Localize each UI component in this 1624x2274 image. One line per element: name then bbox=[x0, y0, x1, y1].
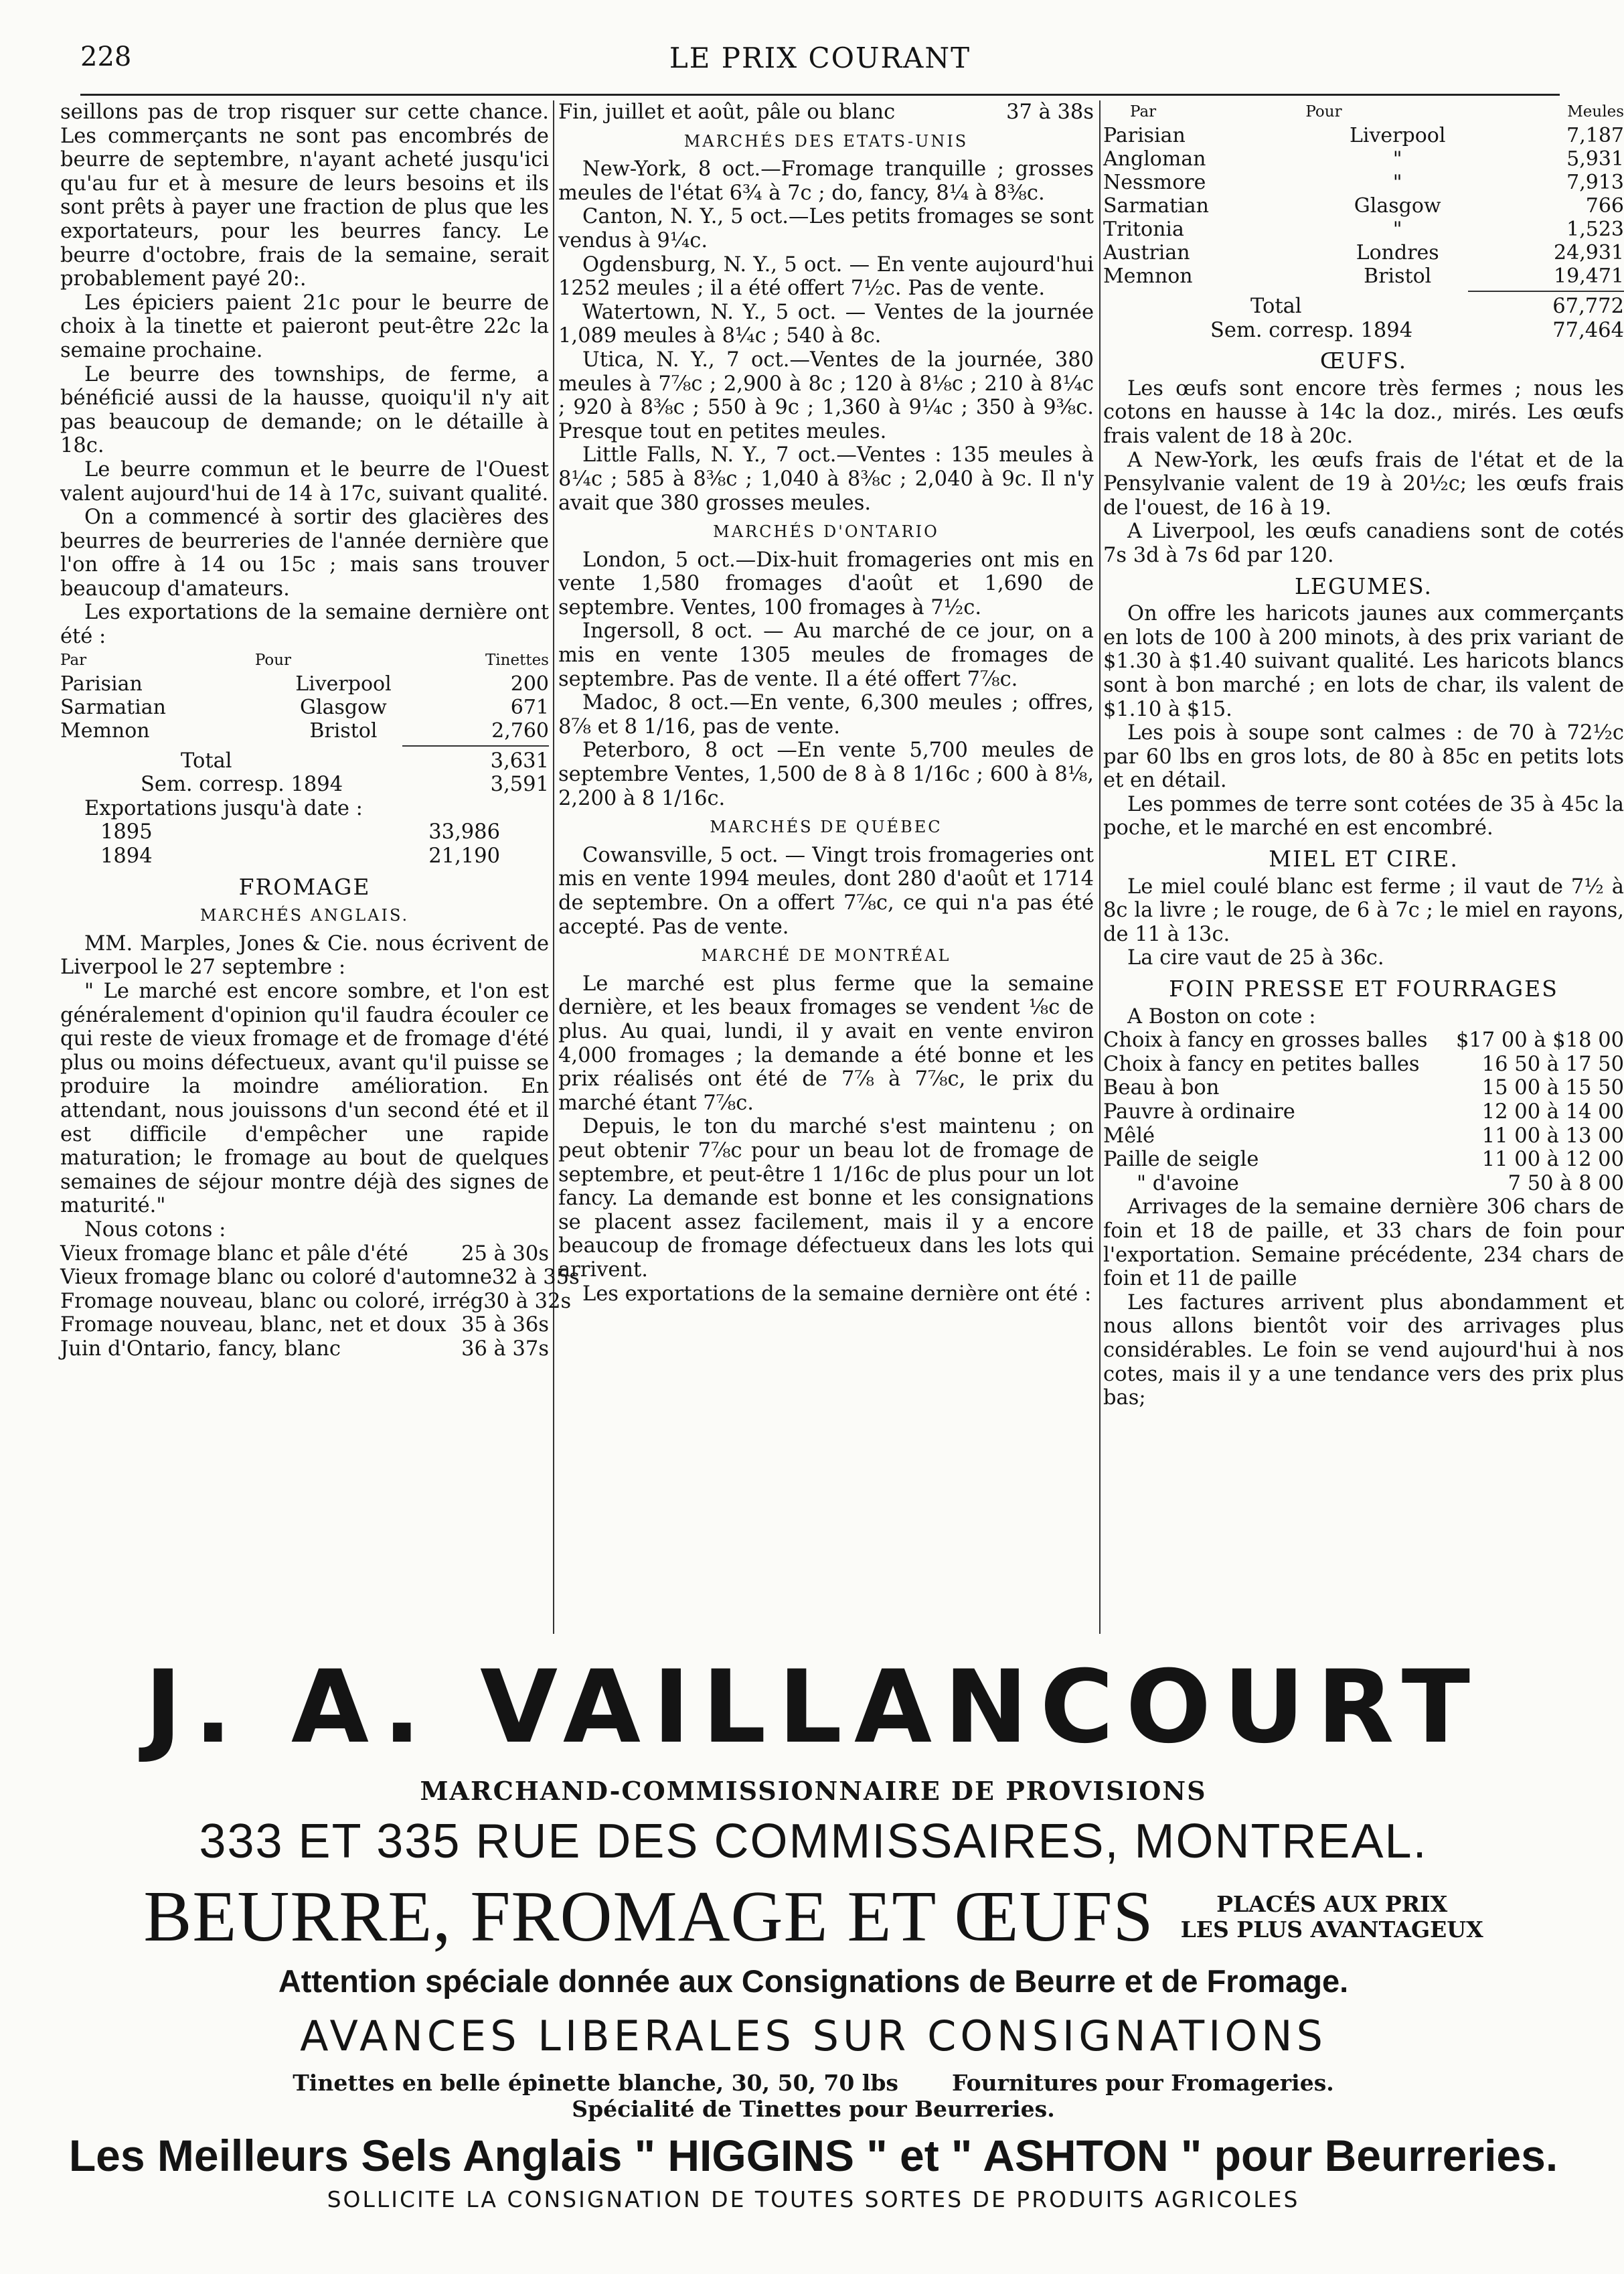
column-2 bbox=[558, 100, 1094, 1634]
prix-note bbox=[1181, 1892, 1483, 1943]
paragraph: Canton, N. Y., 5 oct.—Les petits fromages se sont vendus à 9¼c. bbox=[558, 205, 1094, 252]
price-value: 25 à 30s bbox=[461, 1241, 549, 1266]
column-header: Tinettes bbox=[485, 651, 549, 669]
subsection-heading: MARCHÉS ANGLAIS. bbox=[199, 906, 410, 925]
corresp-label: Sem. corresp. 1894 bbox=[1210, 318, 1413, 342]
fournitures-line: Fournitures pour Fromageries. bbox=[951, 2070, 1334, 2096]
price-label: Fin, juillet et août, pâle ou blanc bbox=[558, 100, 896, 124]
corresp-line bbox=[60, 773, 549, 797]
price-value: 35 à 36s bbox=[461, 1313, 549, 1337]
specialite-line: Spécialité de Tinettes pour Beurreries. bbox=[572, 2096, 1055, 2122]
paragraph: MM. Marples, Jones & Cie. nous écrivent de Liverpool le 27 septembre : bbox=[60, 931, 549, 980]
quote-paragraph: " Le marché est encore sombre, et l'on est généralement d'opinion qu'il faudra écouler ce qui reste de vieux fromage et de fromage d'été plus ou moins défectueux, avant qu'il puisse se produire la moindre amélioration. En attendant, nous jouissons d'un second été et il est difficile d'empêcher une rapide maturation; le fromage au bout de quelques semaines de séjour montre déjà des signes de maturité." bbox=[60, 980, 549, 1218]
price-row bbox=[60, 1337, 549, 1361]
paragraph: Ingersoll, 8 oct. — Au marché de ce jour, on a mis en vente 1305 meules de fromages de septembre. Pas de vente. Il a été offert 7⅞c. bbox=[558, 619, 1094, 691]
price-row bbox=[1103, 1172, 1624, 1196]
price-label: Juin d'Ontario, fancy, blanc bbox=[60, 1337, 341, 1361]
table-rule bbox=[1468, 291, 1624, 292]
tinettes-line: Tinettes en belle épinette blanche, 30, 50, 70 lbs bbox=[293, 2070, 898, 2096]
paragraph: Le beurre des townships, de ferme, a bénéficié aussi de la hausse, quoiqu'il n'y ait pas beaucoup de demande; on le détaille à 18c. bbox=[60, 362, 549, 458]
tinettes-row bbox=[60, 2070, 1566, 2096]
price-row bbox=[1103, 1076, 1624, 1100]
destination: Glasgow bbox=[1354, 194, 1441, 218]
year-row bbox=[60, 844, 500, 868]
price-value: 16 50 à 17 50 bbox=[1481, 1052, 1624, 1076]
destination: Bristol bbox=[309, 718, 378, 743]
advertiser-address: 333 ET 335 RUE DES COMMISSAIRES, MONTREAL. bbox=[199, 1815, 1428, 1868]
quantity: 7,913 bbox=[1566, 171, 1624, 194]
corresp-value: 77,464 bbox=[1552, 318, 1624, 342]
destination: " bbox=[1392, 147, 1402, 171]
subsection-heading: MARCHÉS DES ETATS-UNIS bbox=[683, 131, 969, 151]
paragraph: Cowansville, 5 oct. — Vingt trois fromageries ont mis en vente 1994 meules, dont 280 d'août et 1714 de septembre. On a offert 7⅞c, ce qui n'a pas été accepté. Pas de vente. bbox=[558, 843, 1094, 939]
total-line bbox=[1103, 295, 1624, 319]
section-heading: ŒUFS. bbox=[1319, 348, 1408, 374]
price-label: Choix à fancy en grosses balles bbox=[1103, 1029, 1428, 1053]
ship-name: Memnon bbox=[60, 718, 150, 743]
ship-name: Memnon bbox=[1103, 264, 1193, 288]
quantity: 1,523 bbox=[1566, 218, 1624, 241]
products-heading: BEURRE, FROMAGE ET ŒUFS bbox=[143, 1877, 1154, 1957]
destination: " bbox=[1392, 171, 1402, 194]
price-label: Mêlé bbox=[1103, 1124, 1155, 1148]
total-label: Total bbox=[1250, 295, 1302, 318]
price-row bbox=[1103, 1100, 1624, 1124]
price-value: 11 00 à 12 00 bbox=[1481, 1148, 1624, 1172]
price-value: $17 00 à $18 00 bbox=[1455, 1029, 1624, 1053]
paragraph: A Liverpool, les œufs canadiens sont de cotés 7s 3d à 7s 6d par 120. bbox=[1103, 520, 1624, 567]
price-row bbox=[60, 1289, 572, 1314]
ship-name: Sarmatian bbox=[1103, 194, 1209, 218]
destination: Bristol bbox=[1364, 264, 1432, 288]
paragraph: Utica, N. Y., 7 oct.—Ventes de la journée, 380 meules à 7⅞c ; 2,900 à 8c ; 120 à 8⅛c ; 210 à 8¼c ; 920 à 8⅜c ; 550 à 9c ; 1,360 à 9¼c ; 350 à 9⅜c. Presque tout en petites meules. bbox=[558, 348, 1094, 443]
paragraph: La cire vaut de 25 à 36c. bbox=[1127, 946, 1384, 970]
year-label: 1895 bbox=[100, 820, 153, 844]
year-value: 33,986 bbox=[428, 820, 500, 844]
column-divider bbox=[1099, 100, 1101, 1634]
quantity: 7,187 bbox=[1566, 124, 1624, 147]
price-label: Paille de seigle bbox=[1103, 1148, 1259, 1172]
sollicite-line: SOLLICITE LA CONSIGNATION DE TOUTES SORTES DE PRODUITS AGRICOLES bbox=[327, 2186, 1300, 2212]
avances-line: AVANCES LIBERALES SUR CONSIGNATIONS bbox=[300, 2012, 1327, 2060]
paragraph: On offre les haricots jaunes aux commerçants en lots de 100 à 200 minots, à des prix variant de $1.30 à $1.40 suivant qualité. Les haricots blancs sont à bon marché ; en lots de char, ils valent de $1.10 à $15. bbox=[1103, 602, 1624, 721]
paragraph: Le miel coulé blanc est ferme ; il vaut de 7½ à 8c la livre ; le rouge, de 6 à 7c ; le miel en rayons, de 11 à 13c. bbox=[1103, 875, 1624, 946]
price-row bbox=[60, 1242, 549, 1266]
section-heading: FOIN PRESSE ET FOURRAGES bbox=[1169, 976, 1558, 1002]
table-row bbox=[1103, 147, 1624, 171]
price-label: Vieux fromage blanc ou coloré d'automne bbox=[60, 1266, 492, 1290]
column-header: Pour bbox=[254, 651, 292, 669]
attention-line: Attention spéciale donnée aux Consignations de Beurre et de Fromage. bbox=[278, 1963, 1349, 1999]
table-rule bbox=[402, 745, 549, 747]
paragraph: Les épiciers paient 21c pour le beurre de choix à la tinette et paieront peut-être 22c la semaine prochaine. bbox=[60, 291, 549, 362]
text-columns bbox=[60, 100, 1624, 1634]
price-row bbox=[1103, 1029, 1624, 1053]
price-value: 36 à 37s bbox=[461, 1337, 549, 1361]
price-value: 30 à 32s bbox=[483, 1289, 572, 1313]
quantity: 24,931 bbox=[1554, 241, 1624, 264]
ship-name: Nessmore bbox=[1103, 171, 1206, 194]
price-row bbox=[60, 1313, 549, 1337]
advertisement bbox=[60, 1649, 1566, 2257]
table-header-row bbox=[60, 649, 549, 672]
total-value: 67,772 bbox=[1552, 295, 1624, 318]
quantity: 671 bbox=[510, 695, 549, 719]
price-row bbox=[60, 1266, 580, 1290]
paragraph: A Boston on cote : bbox=[1127, 1004, 1316, 1029]
ship-name: Sarmatian bbox=[60, 695, 166, 719]
destination: " bbox=[1392, 218, 1402, 241]
running-title: LE PRIX COURANT bbox=[669, 42, 971, 74]
quantity: 200 bbox=[510, 672, 549, 696]
header-rule bbox=[80, 94, 1560, 96]
paragraph: A New-York, les œufs frais de l'état et de la Pensylvanie valent de 19 à 20½c; les œufs frais de l'ouest, de 16 à 19. bbox=[1103, 448, 1624, 520]
column-header: Par bbox=[1130, 103, 1157, 121]
subsection-heading: MARCHÉS DE QUÉBEC bbox=[710, 818, 943, 837]
cheese-exports-table bbox=[1103, 100, 1624, 288]
section-heading: FROMAGE bbox=[238, 873, 371, 900]
total-value: 3,631 bbox=[490, 749, 549, 773]
price-value: 15 00 à 15 50 bbox=[1481, 1076, 1624, 1100]
price-row bbox=[1103, 1124, 1624, 1148]
price-value: 11 00 à 13 00 bbox=[1481, 1124, 1624, 1148]
ship-name: Tritonia bbox=[1103, 218, 1184, 241]
corresp-line bbox=[1103, 319, 1624, 343]
quantity: 2,760 bbox=[491, 718, 549, 743]
paragraph: Peterboro, 8 oct —En vente 5,700 meules de septembre Ventes, 1,500 de 8 à 8 1/16c ; 600 à 8⅛, 2,200 à 8 1/16c. bbox=[558, 739, 1094, 810]
column-divider bbox=[553, 100, 554, 1634]
advertiser-subtitle: MARCHAND-COMMISSIONNAIRE DE PROVISIONS bbox=[420, 1776, 1207, 1806]
section-heading: LEGUMES. bbox=[1295, 573, 1433, 599]
paragraph: Little Falls, N. Y., 7 oct.—Ventes : 135 meules à 8¼c ; 585 à 8⅜c ; 1,040 à 8⅜c ; 2,040 à 9c. Il n'y avait que 380 grosses meules. bbox=[558, 443, 1094, 515]
column-3 bbox=[1103, 100, 1624, 1634]
products-row bbox=[60, 1876, 1566, 1959]
price-value: 12 00 à 14 00 bbox=[1481, 1100, 1624, 1124]
destination: Liverpool bbox=[295, 672, 392, 696]
table-row bbox=[1103, 124, 1624, 147]
price-label: Choix à fancy en petites balles bbox=[1103, 1052, 1420, 1076]
column-header: Pour bbox=[1305, 103, 1342, 121]
price-value: 32 à 35s bbox=[491, 1266, 580, 1290]
price-label: Fromage nouveau, blanc, net et doux bbox=[60, 1313, 446, 1337]
prix-line: PLACÉS AUX PRIX bbox=[1216, 1891, 1448, 1917]
paragraph: Les pommes de terre sont cotées de 35 à 45c la poche, et le marché en est encombré. bbox=[1103, 792, 1624, 840]
butter-exports-table bbox=[60, 649, 549, 743]
ship-name: Parisian bbox=[1103, 124, 1186, 147]
total-line bbox=[60, 749, 549, 773]
ship-name: Angloman bbox=[1103, 147, 1206, 171]
paragraph: Le beurre commun et le beurre de l'Ouest valent aujourd'hui de 14 à 17c, suivant qualité. bbox=[60, 457, 549, 506]
quantity: 5,931 bbox=[1566, 147, 1624, 171]
table-row bbox=[1103, 241, 1624, 264]
subsection-heading: MARCHÉ DE MONTRÉAL bbox=[701, 946, 951, 966]
paragraph: Exportations jusqu'à date : bbox=[84, 796, 363, 820]
price-row bbox=[558, 100, 1094, 125]
paragraph: Depuis, le ton du marché s'est maintenu ; on peut obtenir 7⅞c pour un beau lot de fromage de septembre, et peut-être 1 1/16c de plus pour un lot fancy. La demande est bonne et les consignations se placent assez facilement, mais il y a encore beaucoup de fromage défectueux dans les lots qui arrivent. bbox=[558, 1115, 1094, 1282]
price-row bbox=[1103, 1148, 1624, 1172]
table-row bbox=[60, 672, 549, 696]
table-row bbox=[60, 696, 549, 719]
quantity: 19,471 bbox=[1554, 264, 1624, 288]
paragraph: Les exportations de la semaine dernière ont été : bbox=[582, 1282, 1092, 1306]
section-heading: MIEL ET CIRE. bbox=[1269, 846, 1459, 873]
ship-name: Austrian bbox=[1103, 241, 1190, 264]
sels-line: Les Meilleurs Sels Anglais " HIGGINS " et " ASHTON " pour Beurreries. bbox=[68, 2131, 1558, 2180]
subsection-heading: MARCHÉS D'ONTARIO bbox=[713, 522, 939, 542]
column-header: Meules bbox=[1567, 103, 1624, 121]
paragraph: Ogdensburg, N. Y., 5 oct. — En vente aujourd'hui 1252 meules ; il a été offert 7½c. Pas de vente. bbox=[558, 252, 1094, 301]
paragraph: Les factures arrivent plus abondamment et nous allons bientôt voir des arrivages plus considérables. Le foin se vend aujourd'hui à nos cotes, mais il y a une tendance vers des prix plus bas; bbox=[1103, 1290, 1624, 1410]
paragraph: Nous cotons : bbox=[84, 1217, 226, 1241]
year-label: 1894 bbox=[100, 844, 153, 868]
table-header-row bbox=[1103, 100, 1624, 124]
ship-name: Parisian bbox=[60, 672, 143, 696]
table-row bbox=[60, 719, 549, 743]
column-1 bbox=[60, 100, 580, 1634]
price-label: Vieux fromage blanc et pâle d'été bbox=[60, 1241, 408, 1266]
price-value: 37 à 38s bbox=[1006, 100, 1094, 124]
paragraph: London, 5 oct.—Dix-huit fromageries ont mis en vente 1,580 fromages d'août et 1,690 de septembre. Ventes, 100 fromages à 7½c. bbox=[558, 548, 1094, 619]
paragraph: Watertown, N. Y., 5 oct. — Ventes de la journée 1,089 meules à 8¼c ; 540 à 8c. bbox=[558, 300, 1094, 348]
price-label: Pauvre à ordinaire bbox=[1103, 1100, 1295, 1124]
advertiser-name: J. A. VAILLANCOURT bbox=[144, 1649, 1483, 1766]
paragraph: Les exportations de la semaine dernière ont été : bbox=[60, 601, 549, 649]
destination: Liverpool bbox=[1349, 124, 1446, 147]
corresp-value: 3,591 bbox=[490, 773, 549, 797]
paragraph: Le marché est plus ferme que la semaine dernière, et les beaux fromages se vendent ⅛c de plus. Au quai, lundi, il y avait en vente environ 4,000 fromages ; la demande a été bonne et les prix réalisés ont été de 7⅞ à 7⅞c, le prix du marché étant 7⅞c. bbox=[558, 972, 1094, 1115]
year-row bbox=[60, 820, 500, 844]
total-label: Total bbox=[181, 749, 232, 773]
paragraph: On a commencé à sortir des glacières des beurres de beurreries de l'année dernière que l'on offre à 14 ou 15c ; mais sans trouver beaucoup d'amateurs. bbox=[60, 506, 549, 601]
paragraph: Les pois à soupe sont calmes : de 70 à 72½c par 60 lbs en gros lots, de 80 à 85c en petits lots et en détail. bbox=[1103, 721, 1624, 793]
column-header: Par bbox=[60, 651, 87, 669]
table-row bbox=[1103, 218, 1624, 241]
paragraph: seillons pas de trop risquer sur cette chance. Les commerçants ne sont pas encombrés de beurre de septembre, n'ayant acheté jusqu'ici qu'au fur et à mesure de leurs besoins et ils sont prêts à payer une fraction de plus que les exportateurs, pour les beurres fancy. Le beurre d'octobre, frais de la semaine, serait probablement payé 20:. bbox=[60, 100, 549, 291]
prix-line: LES PLUS AVANTAGEUX bbox=[1180, 1916, 1483, 1943]
page-header bbox=[80, 42, 1560, 82]
table-row bbox=[1103, 194, 1624, 218]
destination: Glasgow bbox=[300, 695, 387, 719]
table-row bbox=[1103, 264, 1624, 288]
paragraph: Arrivages de la semaine dernière 306 chars de foin et 18 de paille, et 33 chars de foin pour l'exportation. Semaine précédente, 234 chars de foin et 11 de paille bbox=[1103, 1195, 1624, 1291]
corresp-label: Sem. corresp. 1894 bbox=[141, 773, 343, 797]
price-label: " d'avoine bbox=[1137, 1171, 1239, 1195]
paragraph: New-York, 8 oct.—Fromage tranquille ; grosses meules de l'état 6¾ à 7c ; do, fancy, 8¼ à 8⅜c. bbox=[558, 157, 1094, 205]
paragraph: Les œufs sont encore très fermes ; nous les cotons en hausse à 14c la doz., mirés. Les œufs frais valent de 18 à 20c. bbox=[1103, 376, 1624, 448]
page-number: 228 bbox=[80, 42, 132, 72]
price-value: 7 50 à 8 00 bbox=[1508, 1171, 1624, 1195]
price-label: Beau à bon bbox=[1103, 1076, 1220, 1100]
destination: Londres bbox=[1356, 241, 1439, 264]
paragraph: Madoc, 8 oct.—En vente, 6,300 meules ; offres, 8⅞ et 8 1/16, pas de vente. bbox=[558, 691, 1094, 739]
table-row bbox=[1103, 171, 1624, 194]
price-row bbox=[1103, 1053, 1624, 1077]
price-label: Fromage nouveau, blanc ou coloré, irrég bbox=[60, 1289, 484, 1313]
year-value: 21,190 bbox=[428, 844, 500, 868]
quantity: 766 bbox=[1585, 194, 1624, 218]
